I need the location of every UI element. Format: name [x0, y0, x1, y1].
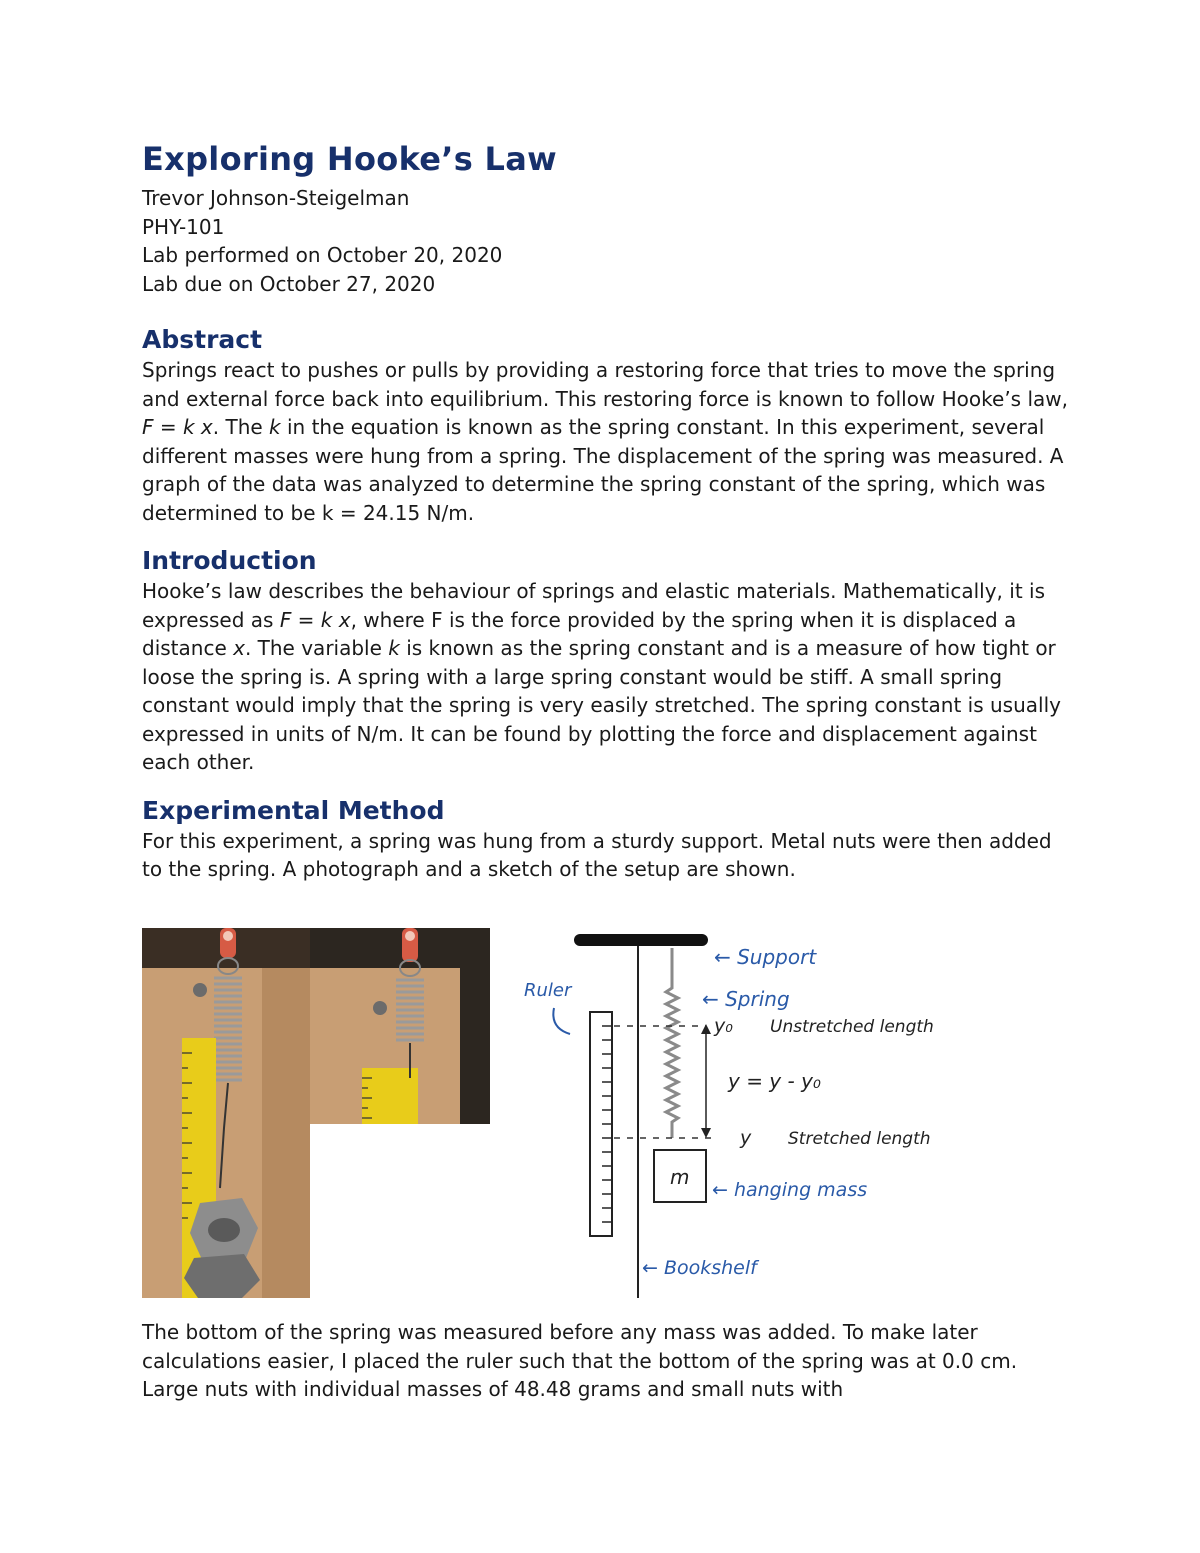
label-y0: y₀: [714, 1015, 733, 1037]
label-equation: y = y - y₀: [728, 1069, 821, 1093]
label-support: ← Support: [714, 945, 817, 969]
method-heading: Experimental Method: [142, 795, 445, 825]
label-spring: ← Spring: [702, 987, 790, 1011]
due-date: Lab due on October 27, 2020: [142, 271, 436, 296]
label-bookshelf: ← Bookshelf: [642, 1257, 757, 1279]
setup-photo-with-mass: [142, 928, 310, 1298]
spring-drawing: [666, 948, 678, 1138]
course: PHY-101: [142, 214, 225, 239]
label-stretched: Stretched length: [788, 1129, 931, 1149]
author: Trevor Johnson-Steigelman: [142, 186, 410, 210]
setup-sketch: [514, 928, 1114, 1300]
performed-date: Lab performed on October 20, 2020: [142, 243, 503, 267]
label-unstretched: Unstretched length: [770, 1017, 934, 1037]
page-title: Exploring Hooke’s Law: [142, 140, 558, 178]
document-body: [142, 140, 1072, 884]
label-mass: m: [670, 1165, 690, 1189]
label-y: y: [740, 1127, 752, 1149]
setup-figures: [142, 928, 1142, 1300]
method-continued: [142, 1318, 1072, 1404]
introduction-heading: Introduction: [142, 546, 317, 575]
method-paragraph-2: The bottom of the spring was measured before any mass was added. To make later calculations easier, I placed the ruler such that the bottom of the spring was at 0.0 cm. Large nuts with individual masses of 48.48 grams and small nuts with: [142, 1320, 1018, 1401]
introduction-paragraph: Hooke’s law describes the behaviour of springs and elastic materials. Mathematically, it is expressed as F = k x, where F is the force provided by the spring when it is displaced a distance x. The variable k is known as the spring constant and is a measure of how tight or loose the spring is. A spring with a large spring constant would be stiff. A small spring constant would imply that the spring is very easily stretched. The spring constant is usually expressed in units of N/m. It can be found by plotting the force and displacement against each other.: [142, 579, 1061, 774]
support-bar: [574, 934, 708, 946]
abstract-heading: Abstract: [142, 325, 263, 354]
abstract-paragraph: Springs react to pushes or pulls by providing a restoring force that tries to move the spring and external force back into equilibrium. This restoring force is known to follow Hooke’s law, F = k x. The k in the equation is known as the spring constant. In this experiment, several different masses were hung from a spring. The displacement of the spring was measured. A graph of the data was analyzed to determine the spring constant of the spring, which was determined to be k = 24.15 N/m.: [142, 358, 1068, 525]
setup-photo-unstretched: [310, 928, 490, 1124]
method-paragraph: For this experiment, a spring was hung from a sturdy support. Metal nuts were then added to the spring. A photograph and a sketch of the setup are shown.: [142, 828, 1052, 881]
label-ruler: Ruler: [524, 980, 572, 1001]
label-hanging-mass: ← hanging mass: [712, 1179, 868, 1201]
